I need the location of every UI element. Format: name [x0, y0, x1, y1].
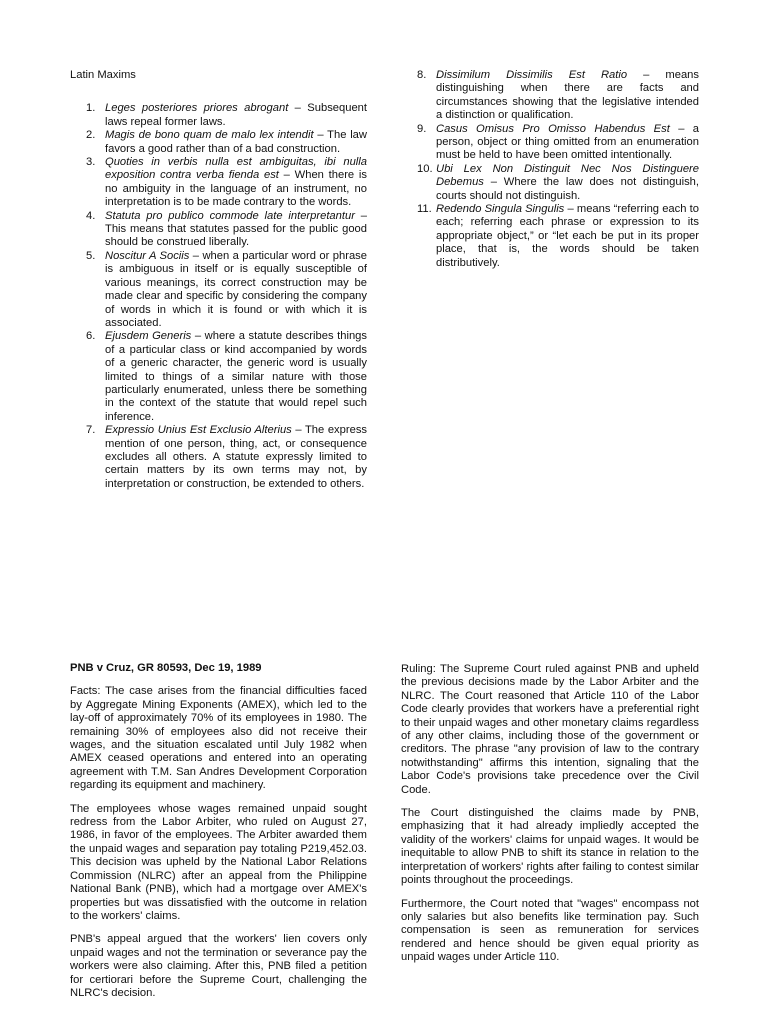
maxim-description: – The law favors a good rather than of a bad construction. — [105, 129, 367, 155]
maxim-description: – Where the law does not distinguish, courts should not distinguish. — [436, 176, 699, 202]
facts-paragraph: Facts: The case arises from the financial difficulties faced by Aggregate Mining Exponents (AMEX), which led to the lay-off of approximately 70% of its employees in 1980. The remaining 30% of employees also did not receive their wages, and the situation escalated until July 1982 when AMEX ceased operations and entered into an operating agreement with T.M. San Andres Development Corporation regarding its equipment and machinery. — [70, 685, 367, 792]
maxim-item — [417, 123, 699, 163]
maxim-number: 11. — [417, 203, 432, 216]
maxim-number: 2. — [86, 129, 96, 142]
maxim-term: Redendo Singula Singulis — [436, 203, 565, 216]
maxim-number: 6. — [86, 330, 96, 343]
maxim-item — [70, 129, 367, 156]
maxim-item — [70, 210, 367, 250]
maxims-list-continued — [417, 69, 699, 270]
case-title: PNB v Cruz, GR 80593, Dec 19, 1989 — [70, 662, 262, 674]
maxim-description: – means “referring each to each; referring each phrase or expression to its appropriate object,” or “let each be put in its proper place, that is, the words should be taken distributively. — [436, 203, 699, 269]
maxim-term: Statuta pro publico commode late interpretantur — [105, 209, 355, 222]
facts-paragraph: PNB's appeal argued that the workers' lien covers only unpaid wages and not the termination or severance pay the workers were also claiming. After this, PNB filed a petition for certiorari before the Supreme Court, challenging the NLRC's decision. — [70, 933, 367, 999]
maxim-description: – means distinguishing when there are facts and circumstances showing that the legislative intended a distinction or qualification. — [436, 69, 699, 122]
ruling-paragraph: Furthermore, the Court noted that "wages" encompass not only salaries but also benefits like termination pay. Such compensation is seen as remuneration for services rendered and hence should be given equal priority as unpaid wages under Article 110. — [401, 897, 699, 964]
ruling-paragraph: Ruling: The Supreme Court ruled against PNB and upheld the previous decisions made by the Labor Arbiter and the NLRC. The Court reasoned that Article 110 of the Labor Code clearly provides that workers have a preferential right to their unpaid wages and other monetary claims regardless of any other claims, including those of the government or creditors. The phrase "any provision of law to the contrary notwithstanding" affirms this intention, signaling that the Labor Code's provisions take precedence over the Civil Code. — [401, 663, 699, 796]
maxim-item — [417, 203, 699, 270]
maxim-term: Ejusdem Generis — [105, 330, 192, 343]
maxim-description: – The express mention of one person, thing, act, or consequence excludes all others. A statute expressly limited to certain matters by its own terms may not, by interpretation or construction, be extended to others. — [105, 424, 368, 490]
maxim-term: Dissimilum Dissimilis Est Ratio — [436, 69, 628, 81]
maxim-description: – where a statute describes things of a particular class or kind accompanied by words of a generic character, the generic word is usually limited to things of a similar nature with those particularly enumerated, unless there be something in the context of the statute that would repel such inference. — [105, 330, 367, 423]
maxim-item — [70, 102, 367, 129]
maxims-column-right — [417, 69, 699, 270]
maxim-number: 3. — [86, 156, 96, 169]
maxim-item — [70, 424, 367, 491]
ruling-paragraph: The Court distinguished the claims made by PNB, emphasizing that it had already impliedly accepted the validity of the workers' claims for unpaid wages. It would be inequitable to allow PNB to shift its stance in relation to the interpretation of workers' rights after failing to contest similar points throughout the proceedings. — [401, 807, 699, 887]
maxim-term: Expressio Unius Est Exclusio Alterius — [105, 424, 292, 437]
maxim-item — [70, 250, 367, 330]
facts-paragraph: The employees whose wages remained unpaid sought redress from the Labor Arbiter, who ruled on August 27, 1986, in favor of the employees. The Arbiter awarded them the unpaid wages and separation pay totaling P219,452.03. This decision was upheld by the National Labor Relations Commission (NLRC) after an appeal from the Philippine National Bank (PNB), which had a mortgage over AMEX's properties but was dissatisfied with the outcome in relation to the workers' claims. — [70, 802, 367, 922]
maxim-item — [70, 156, 367, 210]
maxim-description: – a person, object or thing omitted from an enumeration must be held to have been omitted intentionally. — [436, 122, 699, 162]
maxim-number: 9. — [417, 122, 427, 135]
maxim-term: Leges posteriores priores abrogant — [105, 102, 289, 115]
maxim-description: – when a particular word or phrase is ambiguous in itself or is equally susceptible of various meanings, its correct construction may be made clear and specific by considering the company of words in which it is found or with which it is associated. — [105, 249, 367, 329]
maxim-term: Ubi Lex Non Distinguit Nec Nos Distinguere Debemus — [436, 162, 699, 189]
maxim-description: – Subsequent laws repeal former laws. — [105, 102, 367, 128]
maxim-term: Quoties in verbis nulla est ambiguitas, ibi nulla exposition contra verba fienda est — [105, 156, 367, 182]
maxim-number: 5. — [86, 249, 96, 262]
maxim-description: – When there is no ambiguity in the language of an instrument, no interpretation is to be made contrary to the words. — [105, 169, 367, 209]
section-heading: Latin Maxims — [70, 69, 136, 81]
maxims-list — [70, 102, 367, 491]
case-ruling-column — [401, 663, 699, 975]
maxim-term: Magis de bono quam de malo lex intendit — [105, 129, 314, 142]
maxim-description: – This means that statutes passed for the public good should be construed liberally. — [105, 209, 367, 249]
maxim-item — [70, 330, 367, 424]
maxim-number: 8. — [417, 69, 427, 81]
maxim-number: 10. — [417, 162, 433, 175]
maxim-number: 1. — [86, 102, 96, 115]
maxim-item — [417, 163, 699, 203]
maxims-column-left — [70, 69, 367, 491]
maxim-number: 7. — [86, 424, 96, 437]
maxim-number: 4. — [86, 209, 96, 222]
maxim-term: Casus Omisus Pro Omisso Habendus Est — [436, 122, 670, 135]
maxim-item — [417, 69, 699, 123]
maxim-term: Noscitur A Sociis — [105, 249, 190, 262]
case-facts-column — [70, 662, 367, 1010]
